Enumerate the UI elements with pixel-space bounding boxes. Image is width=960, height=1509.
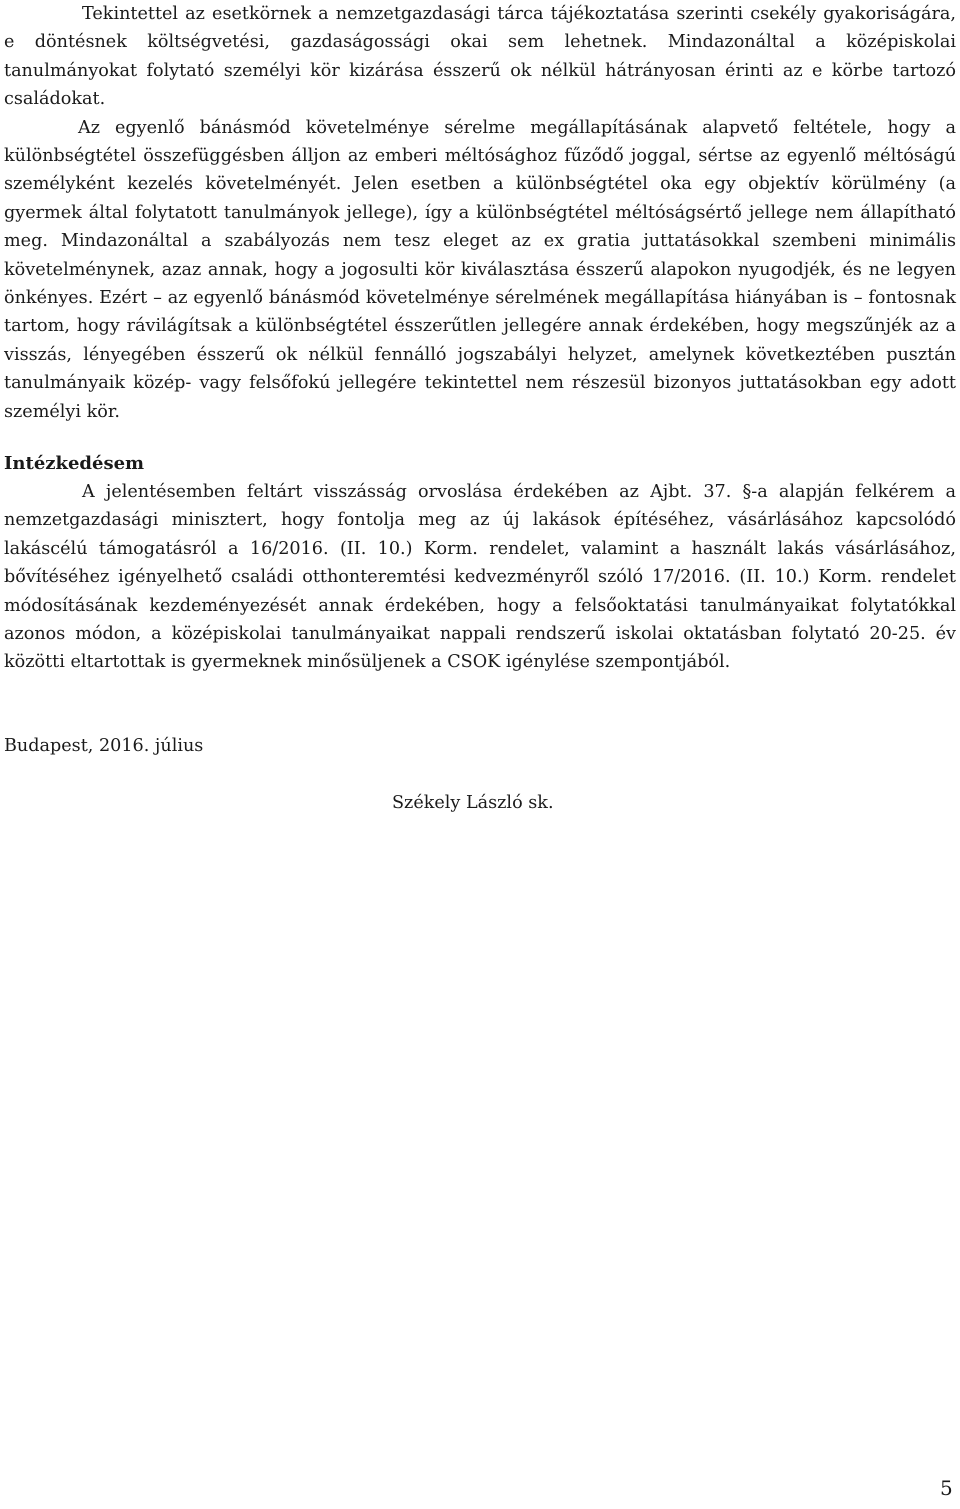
signature: Székely László sk.: [392, 793, 554, 813]
dateline: Budapest, 2016. július: [4, 736, 204, 756]
measure-paragraph: A jelentésemben feltárt visszásság orvoslása érdekében az Ajbt. 37. §-a alapján felkérem a nemzetgazdasági minisztert, hogy fontolja meg az új lakások építéséhez, vásárlásához kapcsolódó lakáscélú támogatásról a 16/2016. (II. 10.) Korm. rendelet, valamint a használt lakás vásárlásához, bővítéséhez igényelhető családi otthonteremtési kedvezményről szóló 17/2016. (II. 10.) Korm. rendelet módosításának kezdeményezését annak érdekében, hogy a felsőoktatási tanulmányaikat folytatókkal azonos módon, a középiskolai tanulmányaikat nappali rendszerű iskolai oktatásban folytató 20-25. év közötti eltartottak is gyermeknek minősüljenek a CSOK igénylése szempontjából.: [4, 482, 956, 673]
measure-heading: Intézkedésem: [4, 453, 145, 474]
paragraph-context: Tekintettel az esetkörnek a nemzetgazdasági tárca tájékoztatása szerinti csekély gyakoriságára, e döntésnek költségvetési, gazdaságossági okai sem lehetnek. Mindazonáltal a középiskolai tanulmányokat folytató személyi kör kizárása ésszerű ok nélkül hátrányosan érinti az e körbe tartozó családokat.: [4, 4, 956, 110]
measure-section: [4, 478, 956, 677]
page-number: 5: [940, 1476, 953, 1500]
paragraph-equal-treatment: Az egyenlő bánásmód követelménye sérelme megállapításának alapvető feltétele, hogy a különbségtétel összefüggésben álljon az emberi méltósághoz fűződő joggal, sértse az egyenlő méltóságú személyként kezelés követelményét. Jelen esetben a különbségtétel oka egy objektív körülmény (a gyermek által folytatott tanulmányok jellege), így a különbségtétel méltóságsértő jellege nem állapítható meg. Mindazonáltal a szabályozás nem tesz eleget az ex gratia juttatásokkal szembeni minimális követelménynek, azaz annak, hogy a jogosulti kör kiválasztása ésszerű alapokon nyugodjék, és ne legyen önkényes. Ezért – az egyenlő bánásmód követelménye sérelmének megállapítása hiányában is – fontosnak tartom, hogy rávilágítsak a különbségtétel ésszerűtlen jellegére annak érdekében, hogy megszűnjék az a visszás, lényegében ésszerű ok nélkül fennálló jogszabályi helyzet, amelynek következtében pusztán tanulmányaik közép- vagy felsőfokú jellegére tekintettel nem részesül bizonyos juttatásokban egy adott személyi kör.: [4, 117, 956, 422]
document-body: [4, 0, 956, 426]
